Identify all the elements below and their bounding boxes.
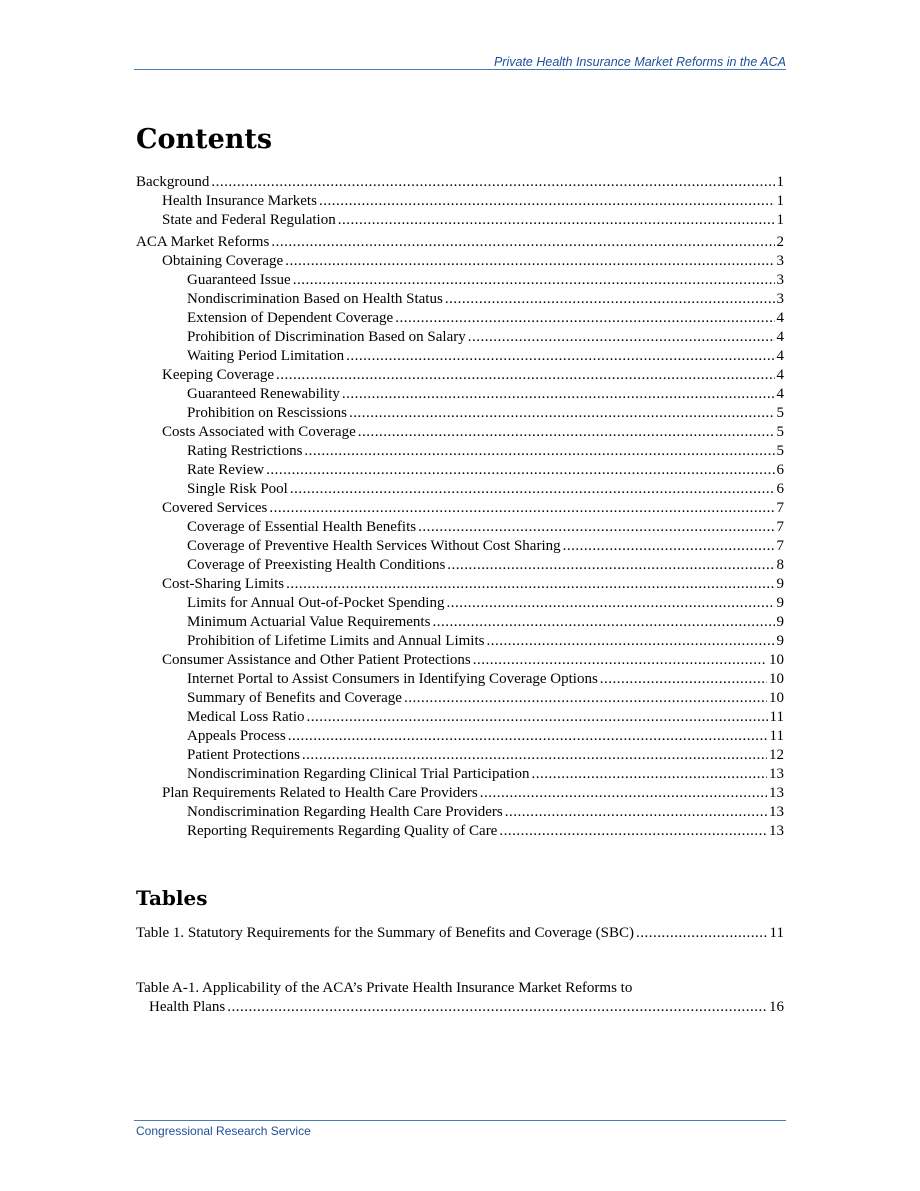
footer-rule bbox=[134, 1120, 786, 1121]
toc-entry[interactable] bbox=[136, 173, 784, 192]
toc-entry-title: Summary of Benefits and Coverage bbox=[187, 690, 402, 706]
toc-entry[interactable] bbox=[136, 708, 784, 727]
toc-entry-page: 7 bbox=[776, 519, 784, 535]
toc-entry-page: 6 bbox=[776, 462, 784, 478]
dot-leader bbox=[346, 347, 774, 366]
toc-entry-title: Coverage of Essential Health Benefits bbox=[187, 519, 417, 535]
dot-leader bbox=[319, 192, 775, 211]
list-of-tables bbox=[136, 924, 784, 1017]
toc-entry-page: 8 bbox=[776, 557, 784, 573]
toc-entry-title: Costs Associated with Coverage bbox=[162, 424, 356, 440]
contents-heading: Contents bbox=[136, 124, 273, 155]
toc-entry-title: Keeping Coverage bbox=[162, 367, 275, 383]
table-entry-title: Table A-1. Applicability of the ACA’s Private Health Insurance Market Reforms to bbox=[136, 980, 633, 996]
toc-entry-page: 1 bbox=[776, 193, 784, 209]
dot-leader bbox=[600, 670, 767, 689]
dot-leader bbox=[499, 822, 767, 841]
dot-leader bbox=[563, 537, 775, 556]
toc-entry-title: Limits for Annual Out-of-Pocket Spending bbox=[187, 595, 445, 611]
dot-leader bbox=[480, 784, 767, 803]
dot-leader bbox=[395, 309, 774, 328]
toc-entry-page: 13 bbox=[769, 823, 784, 839]
toc-entry-page: 13 bbox=[769, 766, 784, 782]
toc-entry-page: 12 bbox=[769, 747, 784, 763]
dot-leader bbox=[473, 651, 767, 670]
toc-entry-page: 1 bbox=[776, 174, 784, 190]
toc-entry-title: Plan Requirements Related to Health Care Providers bbox=[162, 785, 478, 801]
toc-entry-title: Covered Services bbox=[162, 500, 268, 516]
table-of-contents bbox=[136, 173, 784, 841]
toc-entry-page: 4 bbox=[776, 367, 784, 383]
toc-entry[interactable] bbox=[136, 765, 784, 784]
toc-entry[interactable] bbox=[136, 613, 784, 632]
running-footer: Congressional Research Service bbox=[136, 1124, 311, 1138]
toc-entry[interactable] bbox=[136, 271, 784, 290]
toc-entry-title: Nondiscrimination Regarding Clinical Trial Participation bbox=[187, 766, 530, 782]
table-entry-title: Health Plans bbox=[149, 999, 226, 1015]
toc-entry[interactable] bbox=[136, 670, 784, 689]
toc-entry-title: Reporting Requirements Regarding Quality of Care bbox=[187, 823, 498, 839]
toc-entry-title: Guaranteed Renewability bbox=[187, 386, 340, 402]
toc-entry[interactable] bbox=[136, 727, 784, 746]
toc-entry[interactable] bbox=[136, 499, 784, 518]
toc-entry-title: Waiting Period Limitation bbox=[187, 348, 345, 364]
toc-entry-title: Background bbox=[136, 174, 210, 190]
toc-entry-title: Patient Protections bbox=[187, 747, 300, 763]
toc-entry-page: 7 bbox=[776, 538, 784, 554]
dot-leader bbox=[286, 575, 774, 594]
toc-entry-title: Guaranteed Issue bbox=[187, 272, 291, 288]
dot-leader bbox=[446, 594, 774, 613]
toc-entry-title: Cost-Sharing Limits bbox=[162, 576, 285, 592]
toc-entry-page: 11 bbox=[769, 728, 784, 744]
toc-entry-page: 3 bbox=[776, 253, 784, 269]
toc-entry-page: 3 bbox=[776, 272, 784, 288]
dot-leader bbox=[358, 423, 775, 442]
table-entry-page: 11 bbox=[769, 925, 784, 941]
toc-entry-page: 11 bbox=[769, 709, 784, 725]
toc-entry[interactable] bbox=[136, 233, 784, 252]
dot-leader bbox=[342, 385, 775, 404]
toc-entry[interactable] bbox=[136, 480, 784, 499]
toc-entry[interactable] bbox=[136, 689, 784, 708]
toc-entry[interactable] bbox=[136, 556, 784, 575]
toc-entry[interactable] bbox=[136, 632, 784, 651]
dot-leader bbox=[418, 518, 774, 537]
dot-leader bbox=[349, 404, 774, 423]
toc-entry-title: Coverage of Preventive Health Services Without Cost Sharing bbox=[187, 538, 561, 554]
table-entry-page: 16 bbox=[769, 999, 784, 1015]
dot-leader bbox=[271, 233, 774, 252]
toc-entry-title: Prohibition of Discrimination Based on Salary bbox=[187, 329, 466, 345]
toc-entry[interactable] bbox=[136, 347, 784, 366]
toc-entry-title: Nondiscrimination Based on Health Status bbox=[187, 291, 443, 307]
toc-entry[interactable] bbox=[136, 803, 784, 822]
toc-entry-title: Nondiscrimination Regarding Health Care Providers bbox=[187, 804, 503, 820]
toc-entry-page: 10 bbox=[769, 671, 784, 687]
toc-entry[interactable] bbox=[136, 594, 784, 613]
dot-leader bbox=[266, 461, 774, 480]
dot-leader bbox=[636, 924, 768, 943]
toc-entry-page: 2 bbox=[776, 234, 784, 250]
dot-leader bbox=[288, 727, 768, 746]
toc-entry-title: Rate Review bbox=[187, 462, 265, 478]
toc-entry-page: 9 bbox=[776, 614, 784, 630]
toc-entry-page: 5 bbox=[776, 405, 784, 421]
running-header: Private Health Insurance Market Reforms in the ACA bbox=[493, 55, 786, 69]
dot-leader bbox=[531, 765, 767, 784]
toc-entry[interactable] bbox=[136, 442, 784, 461]
dot-leader bbox=[432, 613, 774, 632]
toc-entry[interactable] bbox=[136, 518, 784, 537]
toc-entry[interactable] bbox=[136, 252, 784, 271]
toc-entry-page: 10 bbox=[769, 690, 784, 706]
toc-entry-title: Coverage of Preexisting Health Conditions bbox=[187, 557, 446, 573]
toc-entry-title: ACA Market Reforms bbox=[136, 234, 270, 250]
dot-leader bbox=[304, 442, 774, 461]
toc-entry[interactable] bbox=[136, 746, 784, 765]
toc-entry-title: Health Insurance Markets bbox=[162, 193, 317, 209]
toc-entry-page: 4 bbox=[776, 386, 784, 402]
toc-entry-page: 4 bbox=[776, 310, 784, 326]
toc-entry[interactable] bbox=[136, 385, 784, 404]
dot-leader bbox=[447, 556, 774, 575]
dot-leader bbox=[302, 746, 767, 765]
toc-entry-page: 9 bbox=[776, 633, 784, 649]
toc-entry[interactable] bbox=[136, 461, 784, 480]
toc-entry-page: 9 bbox=[776, 576, 784, 592]
toc-entry[interactable] bbox=[136, 822, 784, 841]
toc-entry-title: Internet Portal to Assist Consumers in Identifying Coverage Options bbox=[187, 671, 598, 687]
toc-entry-page: 5 bbox=[776, 443, 784, 459]
toc-entry-page: 3 bbox=[776, 291, 784, 307]
toc-entry[interactable] bbox=[136, 784, 784, 803]
dot-leader bbox=[227, 998, 767, 1017]
toc-entry[interactable] bbox=[136, 328, 784, 347]
table-list-entry[interactable] bbox=[136, 979, 784, 1017]
toc-entry[interactable] bbox=[136, 537, 784, 556]
dot-leader bbox=[338, 211, 775, 230]
dot-leader bbox=[290, 480, 775, 499]
toc-entry-title: Consumer Assistance and Other Patient Protections bbox=[162, 652, 471, 668]
header-rule bbox=[134, 69, 786, 70]
toc-entry[interactable] bbox=[136, 211, 784, 230]
table-entry-line bbox=[136, 998, 784, 1017]
toc-entry-title: Prohibition of Lifetime Limits and Annual Limits bbox=[187, 633, 485, 649]
toc-entry[interactable] bbox=[136, 423, 784, 442]
toc-entry-title: Medical Loss Ratio bbox=[187, 709, 305, 725]
toc-entry-page: 13 bbox=[769, 804, 784, 820]
dot-leader bbox=[269, 499, 774, 518]
toc-entry-title: Appeals Process bbox=[187, 728, 286, 744]
dot-leader bbox=[404, 689, 767, 708]
toc-entry[interactable] bbox=[136, 575, 784, 594]
toc-entry-title: Extension of Dependent Coverage bbox=[187, 310, 394, 326]
toc-entry[interactable] bbox=[136, 192, 784, 211]
tables-heading: Tables bbox=[136, 886, 208, 910]
toc-entry-page: 10 bbox=[769, 652, 784, 668]
toc-entry-page: 7 bbox=[776, 500, 784, 516]
table-entry-line bbox=[136, 924, 784, 943]
toc-entry-title: Prohibition on Rescissions bbox=[187, 405, 348, 421]
toc-entry[interactable] bbox=[136, 366, 784, 385]
dot-leader bbox=[293, 271, 775, 290]
toc-entry-title: Minimum Actuarial Value Requirements bbox=[187, 614, 431, 630]
dot-leader bbox=[306, 708, 767, 727]
dot-leader bbox=[486, 632, 774, 651]
toc-entry-page: 1 bbox=[776, 212, 784, 228]
toc-entry-page: 5 bbox=[776, 424, 784, 440]
toc-entry[interactable] bbox=[136, 309, 784, 328]
dot-leader bbox=[445, 290, 775, 309]
toc-entry[interactable] bbox=[136, 290, 784, 309]
toc-entry-page: 4 bbox=[776, 348, 784, 364]
dot-leader bbox=[468, 328, 775, 347]
table-entry-title: Table 1. Statutory Requirements for the Summary of Benefits and Coverage (SBC) bbox=[136, 925, 635, 941]
toc-entry[interactable] bbox=[136, 651, 784, 670]
toc-entry-page: 4 bbox=[776, 329, 784, 345]
table-list-entry[interactable] bbox=[136, 924, 784, 943]
toc-entry[interactable] bbox=[136, 404, 784, 423]
toc-entry-title: Rating Restrictions bbox=[187, 443, 303, 459]
dot-leader bbox=[505, 803, 767, 822]
dot-leader bbox=[276, 366, 774, 385]
toc-entry-title: State and Federal Regulation bbox=[162, 212, 336, 228]
toc-entry-title: Single Risk Pool bbox=[187, 481, 288, 497]
toc-entry-page: 9 bbox=[776, 595, 784, 611]
toc-entry-page: 13 bbox=[769, 785, 784, 801]
dot-leader bbox=[211, 173, 774, 192]
toc-entry-title: Obtaining Coverage bbox=[162, 253, 284, 269]
dot-leader bbox=[285, 252, 774, 271]
toc-entry-page: 6 bbox=[776, 481, 784, 497]
